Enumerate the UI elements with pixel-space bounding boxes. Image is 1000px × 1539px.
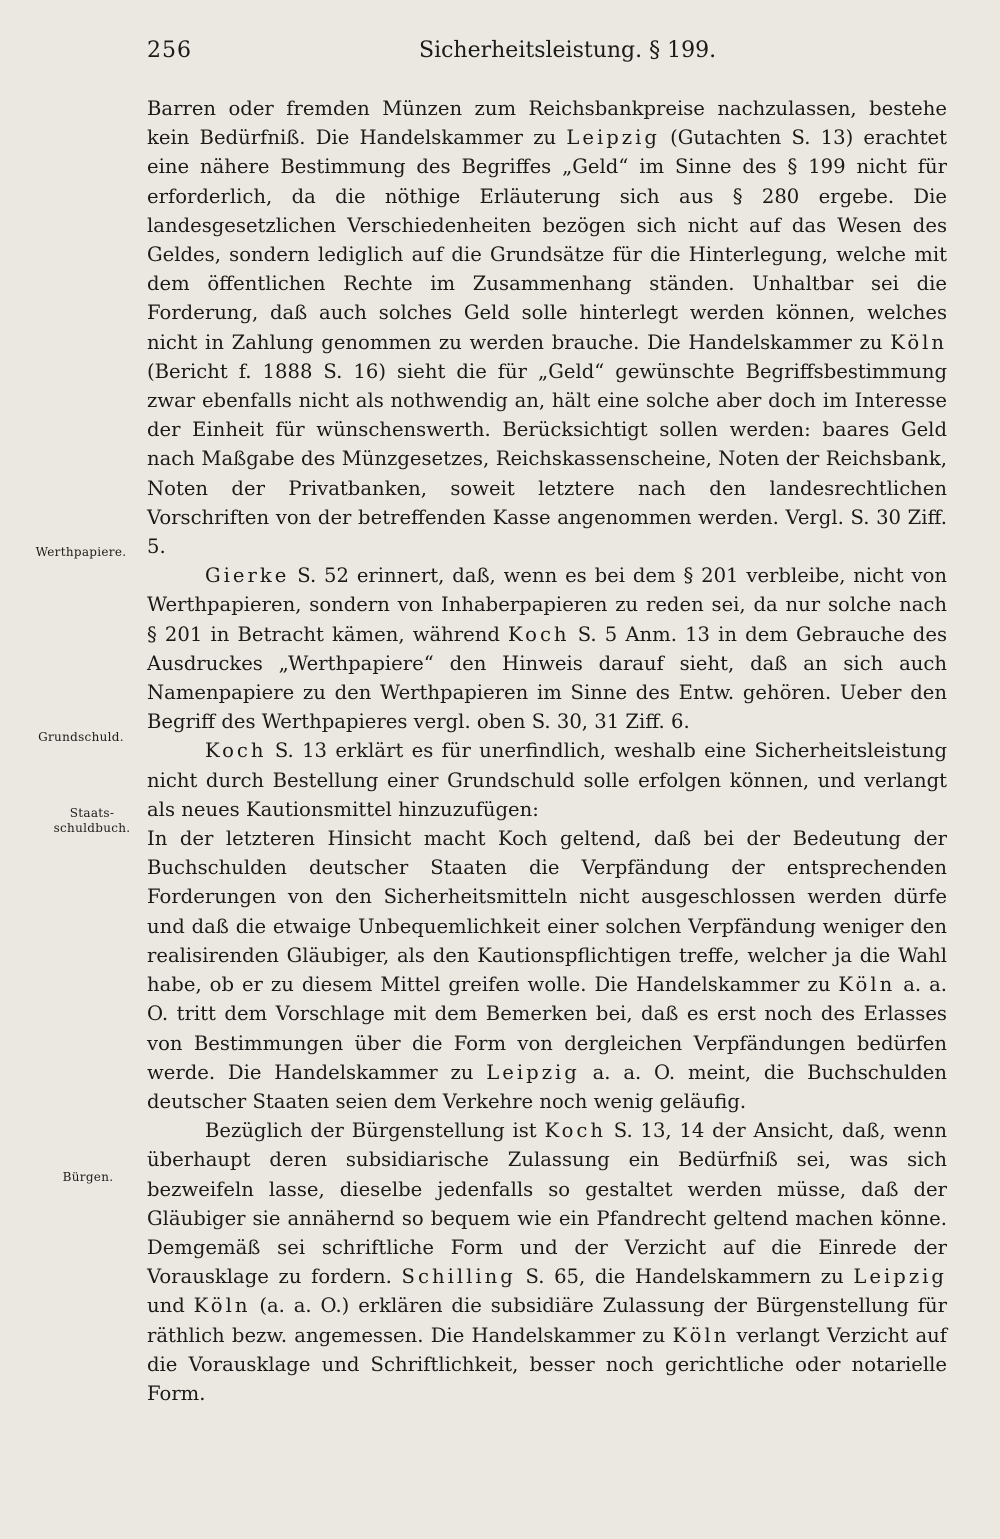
paragraph-werthpapiere xyxy=(147,561,947,736)
text-run: a. a. O. meint, die Buchschulden deutscher Staaten seien dem Verkehre noch wenig geläufig. xyxy=(147,1060,947,1113)
text-run: (a. a. O.) erklären die subsidiäre Zulassung der Bürgenstellung für räthlich bezw. angemessen. Die Handelskammer zu xyxy=(147,1294,947,1347)
text-run: (Gutachten S. 13) erachtet eine nähere Bestimmung des Begriffes „Geld“ im Sinne des § 199 nicht für erforderlich, da die nöthige Erläuterung sich aus § 280 ergebe. Die landesgesetzlichen Verschiedenheiten bezögen sich nicht auf das Wesen des Geldes, sondern lediglich auf die Grundsätze für die Hinterlegung, welche mit dem öffentlichen Rechte im Zusammenhang ständen. Unhaltbar sei die Forderung, daß auch solches Geld solle hinterlegt werden können, welches nicht in Zahlung genommen zu werden brauche. Die Handelskammer zu xyxy=(147,126,947,354)
spaced-name: Schilling xyxy=(401,1265,516,1289)
text-run: und xyxy=(147,1294,194,1318)
text-run: S. 13 erklärt es für unerfindlich, weshalb eine Sicherheitsleistung nicht durch Bestellung einer Grundschuld solle erfolgen können, und verlangt als neues Kautionsmittel hinzuzufügen: xyxy=(147,739,947,821)
spaced-name: Köln xyxy=(672,1323,730,1347)
text-run: S. 52 erinnert, daß, wenn es bei dem § 201 verbleibe, nicht von Werthpapieren, sondern von Inhaberpapieren zu reden sei, da nur solche nach § 201 in Betracht kämen, während xyxy=(147,564,947,646)
text-run: S. 13, 14 der Ansicht, daß, wenn überhaupt deren subsidiarische Zulassung ein Bedürfniß sei, was sich bezweifeln lasse, dieselbe jedenfalls so gestaltet werden müsse, daß der Gläubiger sie annähernd so bequem wie ein Pfandrecht geltend machen könne. Demgemäß sei schriftliche Form und der Verzicht auf die Einrede der Vorausklage zu fordern. xyxy=(147,1119,947,1289)
spaced-name: Koch xyxy=(544,1119,606,1143)
spaced-name: Leipzig xyxy=(853,1265,947,1289)
text-run: Bezüglich der Bürgenstellung ist xyxy=(205,1119,545,1143)
text-run: In der letzteren Hinsicht macht Koch geltend, daß bei der Bedeutung der Buchschulden deutscher Staaten die Verpfändung der entsprechenden Forderungen von den Sicherheitsmitteln nicht ausgeschlossen werden dürfe und daß die etwaige Unbequemlichkeit einer solchen Verpfändung weniger den realisirenden Gläubiger, als den Kautionspflichtigen treffe, welcher ja die Wahl habe, ob er zu diesem Mittel greifen wolle. Die Handelskammer zu xyxy=(147,827,947,997)
page-number: 256 xyxy=(147,38,192,63)
spaced-name: Köln xyxy=(193,1294,251,1318)
text-run: (Bericht f. 1888 S. 16) sieht die für „Geld“ gewünschte Begriffsbestimmung zwar ebenfalls nicht als nothwendig an, hält eine solche aber doch im Interesse der Einheit für wünschenswerth. Berücksichtigt sollen werden: baares Geld nach Maßgabe des Münzgesetzes, Reichskassenscheine, Noten der Reichsbank, Noten der Privatbanken, soweit letztere nach den landesrechtlichen Vorschriften von der betreffenden Kasse angenommen werden. Vergl. S. 30 Ziff. 5. xyxy=(147,359,947,559)
margin-note-buergen: Bürgen. xyxy=(62,1170,114,1184)
paragraph-grundschuld xyxy=(147,736,947,824)
spaced-name: Gierke xyxy=(205,564,290,588)
page-header xyxy=(147,38,947,68)
text-run: S. 65, die Handelskammern zu xyxy=(515,1265,854,1289)
paragraph-buchschulden xyxy=(147,824,947,1116)
paragraph-geld xyxy=(147,94,947,561)
text-run: verlangt Verzicht auf die Vorausklage und Schriftlichkeit, besser noch gerichtliche oder notarielle Form. xyxy=(147,1323,947,1405)
body-text xyxy=(147,94,947,1408)
spaced-name: Koch xyxy=(508,622,570,646)
margin-note-staatsschuldbuch: Staats-schuldbuch. xyxy=(53,806,131,835)
paragraph-buergen xyxy=(147,1116,947,1408)
text-run: Barren oder fremden Münzen zum Reichsbankpreise nachzulassen, bestehe kein Bedürfniß. Die Handelskammer zu xyxy=(147,97,947,150)
spaced-name: Leipzig xyxy=(486,1060,580,1084)
spaced-name: Leipzig xyxy=(566,126,660,150)
spaced-name: Koch xyxy=(205,739,267,763)
margin-note-grundschuld: Grundschuld. xyxy=(38,730,124,744)
running-title: Sicherheitsleistung. § 199. xyxy=(419,38,717,63)
spaced-name: Köln xyxy=(838,973,896,997)
spaced-name: Köln xyxy=(890,330,947,354)
margin-note-wertpapiere: Werthpapiere. xyxy=(35,545,127,559)
text-run: a. a. O. tritt dem Vorschlage mit dem Bemerken bei, daß es erst noch des Erlasses von Bestimmungen über die Form von dergleichen Verpfändungen bedürfen werde. Die Handelskammer zu xyxy=(147,973,947,1084)
text-run: S. 5 Anm. 13 in dem Gebrauche des Ausdruckes „Werthpapiere“ den Hinweis darauf sieht, daß an sich auch Namenpapiere zu den Werthpapieren im Sinne des Entw. gehören. Ueber den Begriff des Werthpapieres vergl. oben S. 30, 31 Ziff. 6. xyxy=(147,622,948,734)
